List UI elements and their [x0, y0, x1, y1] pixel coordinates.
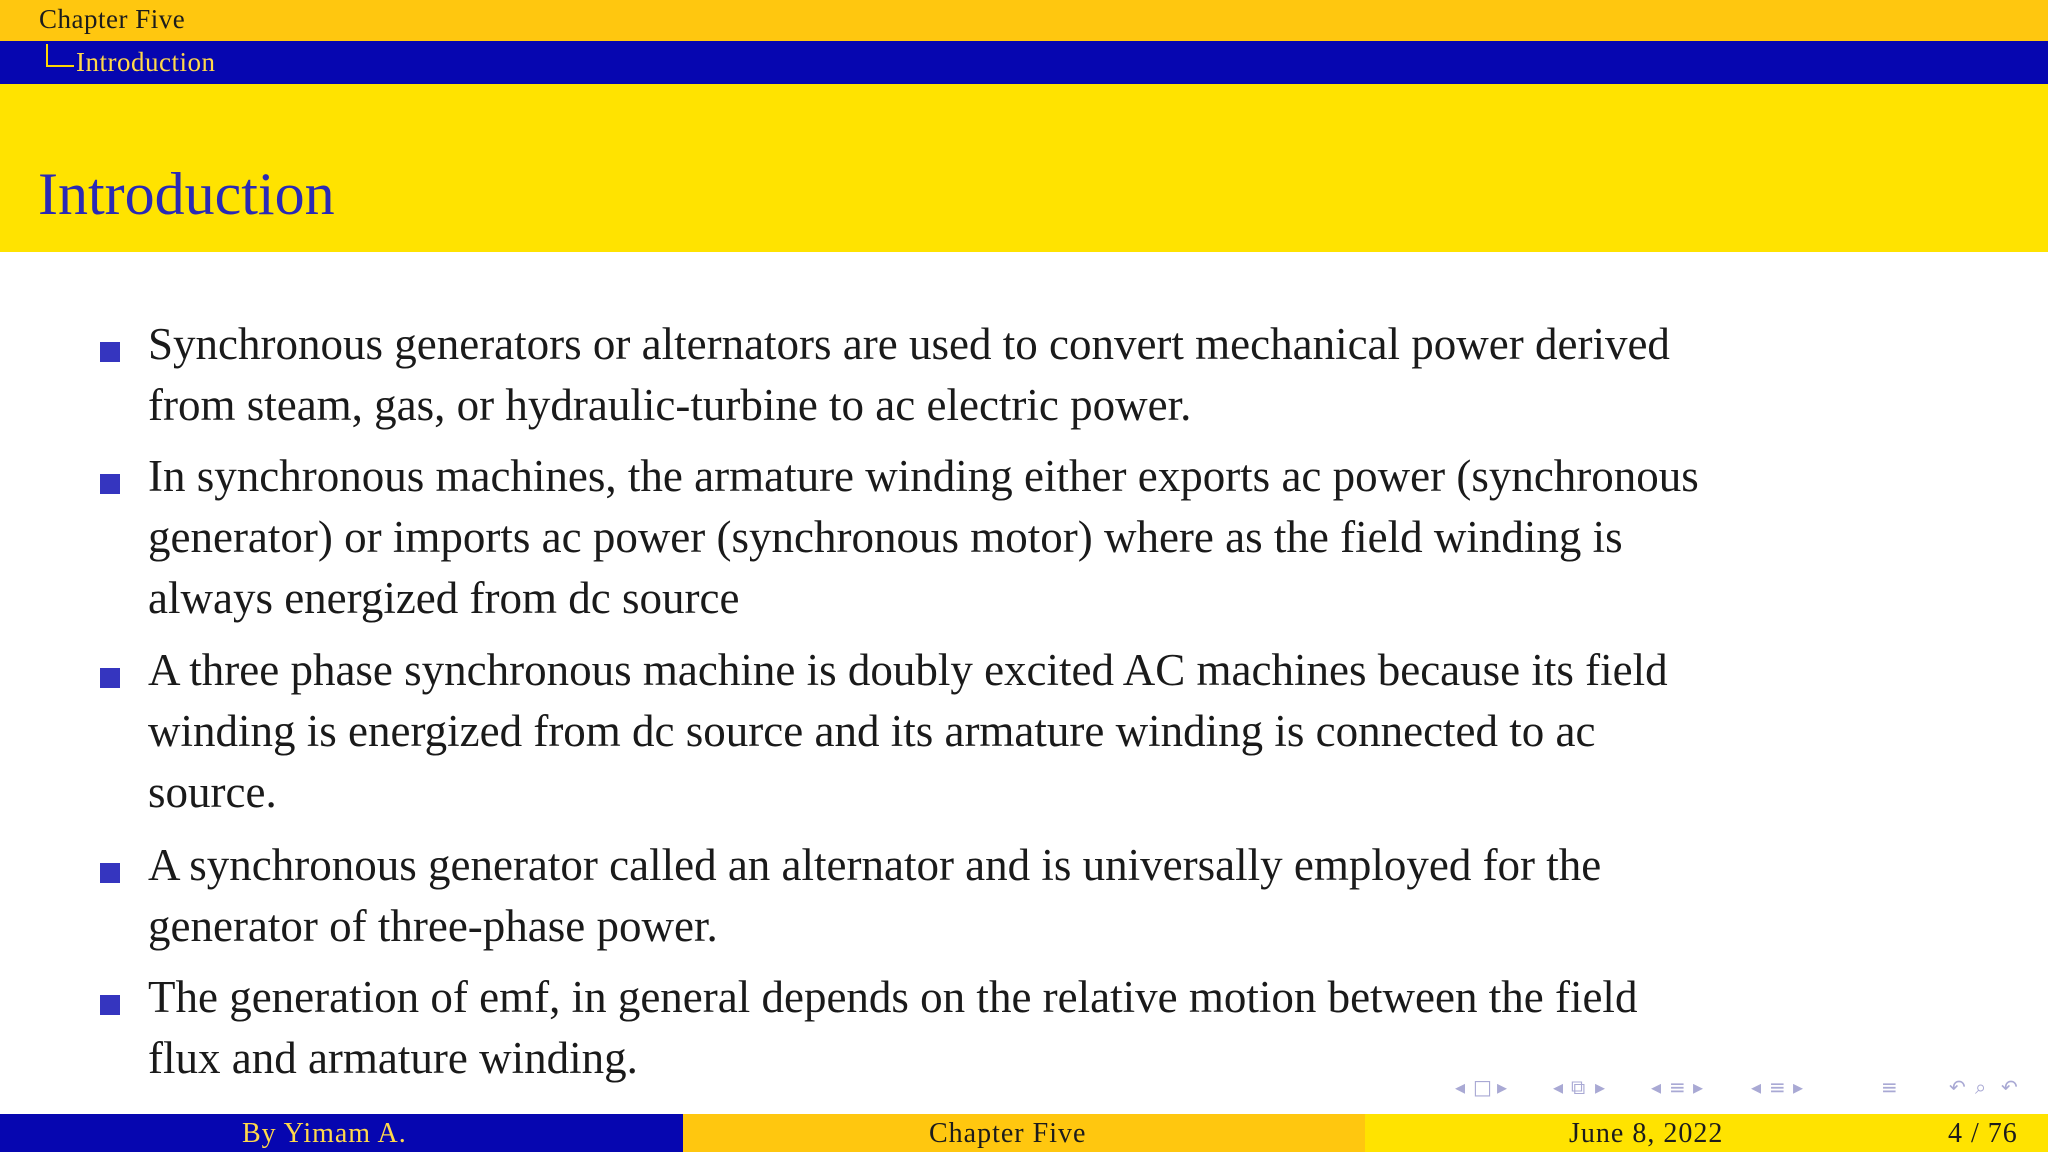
footer-date-cell — [1365, 1114, 2048, 1152]
list-item-text — [148, 967, 2028, 1089]
header-section-label[interactable]: Chapter Five — [39, 4, 186, 34]
forward-icon[interactable]: ↶ — [2001, 1075, 2018, 1099]
nav-prev-arrow-icon[interactable]: ◂ — [1553, 1075, 1564, 1099]
nav-prev-arrow-icon[interactable]: ◂ — [1455, 1075, 1466, 1099]
footer-date: June 8, 2022 — [1569, 1118, 1724, 1149]
frame-title-band — [0, 84, 2048, 252]
list-item-line: Synchronous generators or alternators are used to convert mechanical power derived — [148, 319, 1670, 369]
header-section-bar — [0, 0, 2048, 41]
list-item-text — [148, 314, 2028, 436]
header-subsection-bar — [0, 41, 2048, 84]
square-bullet-icon — [100, 668, 120, 688]
nav-next-arrow-icon[interactable]: ▸ — [1497, 1075, 1508, 1099]
footer-author: By Yimam A. — [242, 1118, 407, 1149]
document-icon[interactable]: ≡ — [1881, 1075, 1898, 1099]
list-item-line: source. — [148, 767, 277, 817]
list-item-line: generator) or imports ac power (synchronous motor) where as the field winding is — [148, 512, 1623, 562]
list-item-line: A three phase synchronous machine is doubly excited AC machines because its field — [148, 645, 1668, 695]
tree-connector-icon — [46, 44, 74, 67]
list-item-line: In synchronous machines, the armature winding either exports ac power (synchronous — [148, 451, 1699, 501]
frame-icon[interactable]: □ — [1473, 1075, 1492, 1099]
navigation-symbols — [1455, 1075, 2035, 1103]
square-bullet-icon — [100, 863, 120, 883]
subframe-icon[interactable]: ⧉ — [1571, 1075, 1586, 1099]
page-number: 4 / 76 — [1948, 1118, 2018, 1149]
list-item-text — [148, 640, 2028, 823]
list-item-line: always energized from dc source — [148, 573, 740, 623]
nav-next-arrow-icon[interactable]: ▸ — [1595, 1075, 1606, 1099]
nav-next-arrow-icon[interactable]: ▸ — [1793, 1075, 1804, 1099]
footer-chapter-cell — [683, 1114, 1365, 1152]
square-bullet-icon — [100, 342, 120, 362]
list-item-line: winding is energized from dc source and its armature winding is connected to ac — [148, 706, 1596, 756]
nav-prev-arrow-icon[interactable]: ◂ — [1651, 1075, 1662, 1099]
list-item-text — [148, 835, 2028, 957]
square-bullet-icon — [100, 474, 120, 494]
footer-chapter: Chapter Five — [929, 1118, 1087, 1149]
footer-author-cell — [0, 1114, 683, 1152]
header-subsection-label[interactable]: Introduction — [76, 47, 216, 77]
back-icon[interactable]: ↶ — [1949, 1075, 1966, 1099]
list-item-line: The generation of emf, in general depends on the relative motion between the field — [148, 972, 1638, 1022]
nav-next-arrow-icon[interactable]: ▸ — [1693, 1075, 1704, 1099]
section-icon[interactable]: ≡ — [1769, 1075, 1786, 1099]
nav-prev-arrow-icon[interactable]: ◂ — [1751, 1075, 1762, 1099]
square-bullet-icon — [100, 995, 120, 1015]
footer-bar — [0, 1114, 2048, 1152]
list-item-line: generator of three-phase power. — [148, 901, 718, 951]
page-title: Introduction — [38, 161, 335, 227]
subsection-icon[interactable]: ≡ — [1669, 1075, 1686, 1099]
list-item-line: flux and armature winding. — [148, 1033, 638, 1083]
search-icon[interactable]: ⌕ — [1975, 1075, 1987, 1099]
list-item-line: from steam, gas, or hydraulic-turbine to ac electric power. — [148, 380, 1192, 430]
list-item-text — [148, 446, 2028, 629]
list-item-line: A synchronous generator called an alternator and is universally employed for the — [148, 840, 1602, 890]
